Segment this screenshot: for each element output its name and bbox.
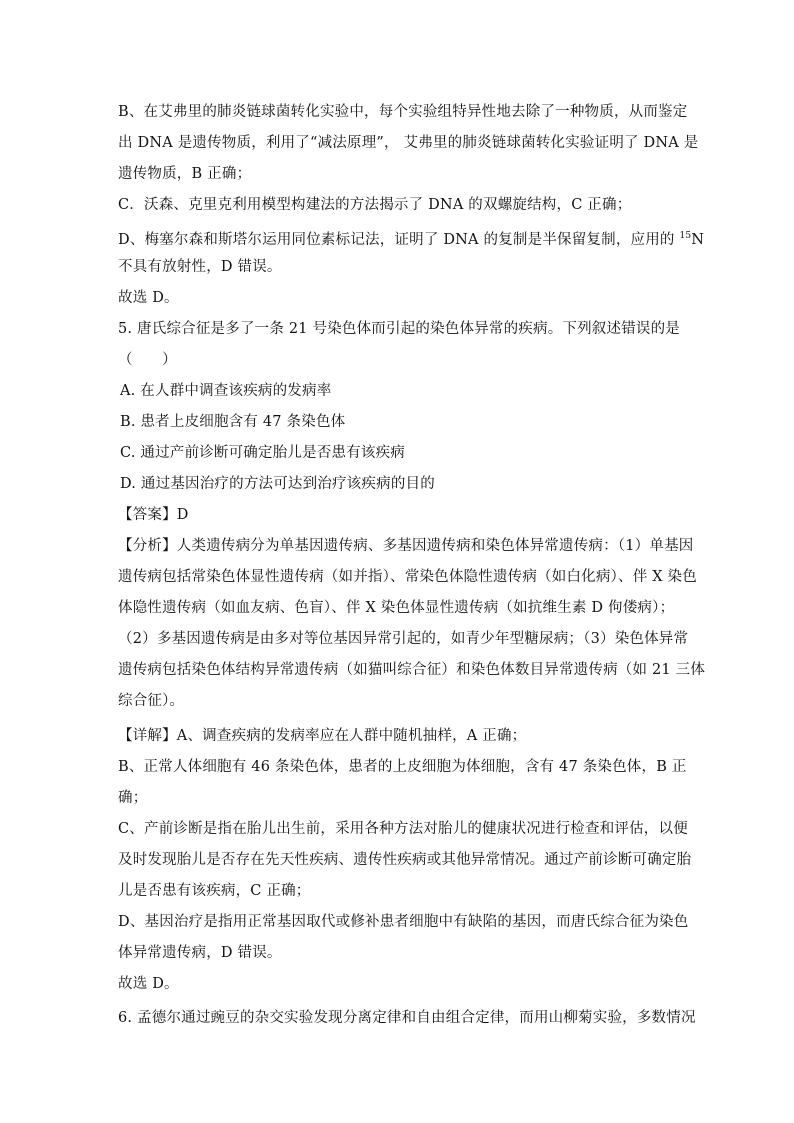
explain-c-line: C．沃森、克里克利用模型构建法的方法揭示了 DNA 的双螺旋结构，C 正确；: [118, 197, 632, 213]
isotope-mass-number: 15: [679, 231, 692, 241]
isotope-symbol: N: [691, 232, 705, 248]
detail-line-5: 及时发现胎儿是否存在先天性疾病、遗传性疾病或其他异常情况。通过产前诊断可确定胎: [118, 852, 692, 868]
detail-line-7: D、基因治疗是指用正常基因取代或修补患者细胞中有缺陷的基因，而唐氏综合征为染色: [118, 914, 689, 930]
question-5-option-c: C. 通过产前诊断可确定胎儿是否患有该疾病: [120, 445, 405, 461]
question-5-option-d: D. 通过基因治疗的方法可达到治疗该疾病的目的: [120, 476, 435, 492]
question-5-choose: 故选 D。: [118, 976, 179, 992]
analysis-line-1: 【分析】人类遗传病分为单基因遗传病、多基因遗传病和染色体异常遗传病：（1）单基因: [118, 538, 694, 554]
detail-line-4: C、产前诊断是指在胎儿出生前，采用各种方法对胎儿的健康状况进行检查和评估，以便: [118, 821, 688, 837]
detail-line-8: 体异常遗传病，D 错误。: [118, 945, 282, 961]
explain-d-line-1: [118, 226, 704, 250]
analysis-line-5: 遗传病包括染色体结构异常遗传病（如猫叫综合征）和染色体数目异常遗传病（如 21 三体: [118, 662, 706, 678]
question-5-answer: 【答案】D: [118, 507, 189, 523]
analysis-line-6: 综合征）。: [118, 693, 185, 709]
analysis-line-4: （2）多基因遗传病是由多对等位基因异常引起的，如青少年型糖尿病；（3）染色体异常: [118, 631, 689, 647]
question-5-option-a: A. 在人群中调查该疾病的发病率: [120, 383, 332, 399]
explain-b-line-3: 遗传物质，B 正确；: [118, 166, 252, 182]
explain-b-line-1: B、在艾弗里的肺炎链球菌转化实验中，每个实验组特异性地去除了一种物质，从而鉴定: [118, 104, 688, 120]
explain-d-line-2: 不具有放射性，D 错误。: [118, 259, 282, 275]
question-5-stem-line-1: 5. 唐氏综合征是多了一条 21 号染色体而引起的染色体异常的疾病。下列叙述错误的是: [118, 321, 681, 337]
question-5-stem-line-2: （ ）: [118, 352, 177, 368]
previous-choose: 故选 D。: [118, 290, 179, 306]
explain-d-text: D、梅塞尔森和斯塔尔运用同位素标记法，证明了 DNA 的复制是半保留复制，应用的: [118, 232, 680, 248]
detail-line-2: B、正常人体细胞有 46 条染色体，患者的上皮细胞为体细胞，含有 47 条染色体，B 正: [118, 759, 687, 775]
detail-line-6: 儿是否患有该疾病，C 正确；: [118, 883, 311, 899]
detail-line-1: 【详解】A、调查疾病的发病率应在人群中随机抽样，A 正确；: [118, 728, 527, 744]
question-5-option-b: B. 患者上皮细胞含有 47 条染色体: [120, 414, 346, 430]
detail-line-3: 确；: [118, 790, 148, 806]
analysis-line-3: 体隐性遗传病（如血友病、色盲）、伴 X 染色体显性遗传病（如抗维生素 D 佝偻病）；: [118, 600, 675, 616]
question-6-stem-line-1: 6. 孟德尔通过豌豆的杂交实验发现分离定律和自由组合定律，而用山柳菊实验，多数情况: [118, 1010, 696, 1026]
analysis-line-2: 遗传病包括常染色体显性遗传病（如并指）、常染色体隐性遗传病（如白化病）、伴 X 染色: [118, 569, 697, 585]
explain-b-line-2: 出 DNA 是遗传物质，利用了“减法原理”， 艾弗里的肺炎链球菌转化实验证明了 DNA 是: [118, 135, 699, 151]
